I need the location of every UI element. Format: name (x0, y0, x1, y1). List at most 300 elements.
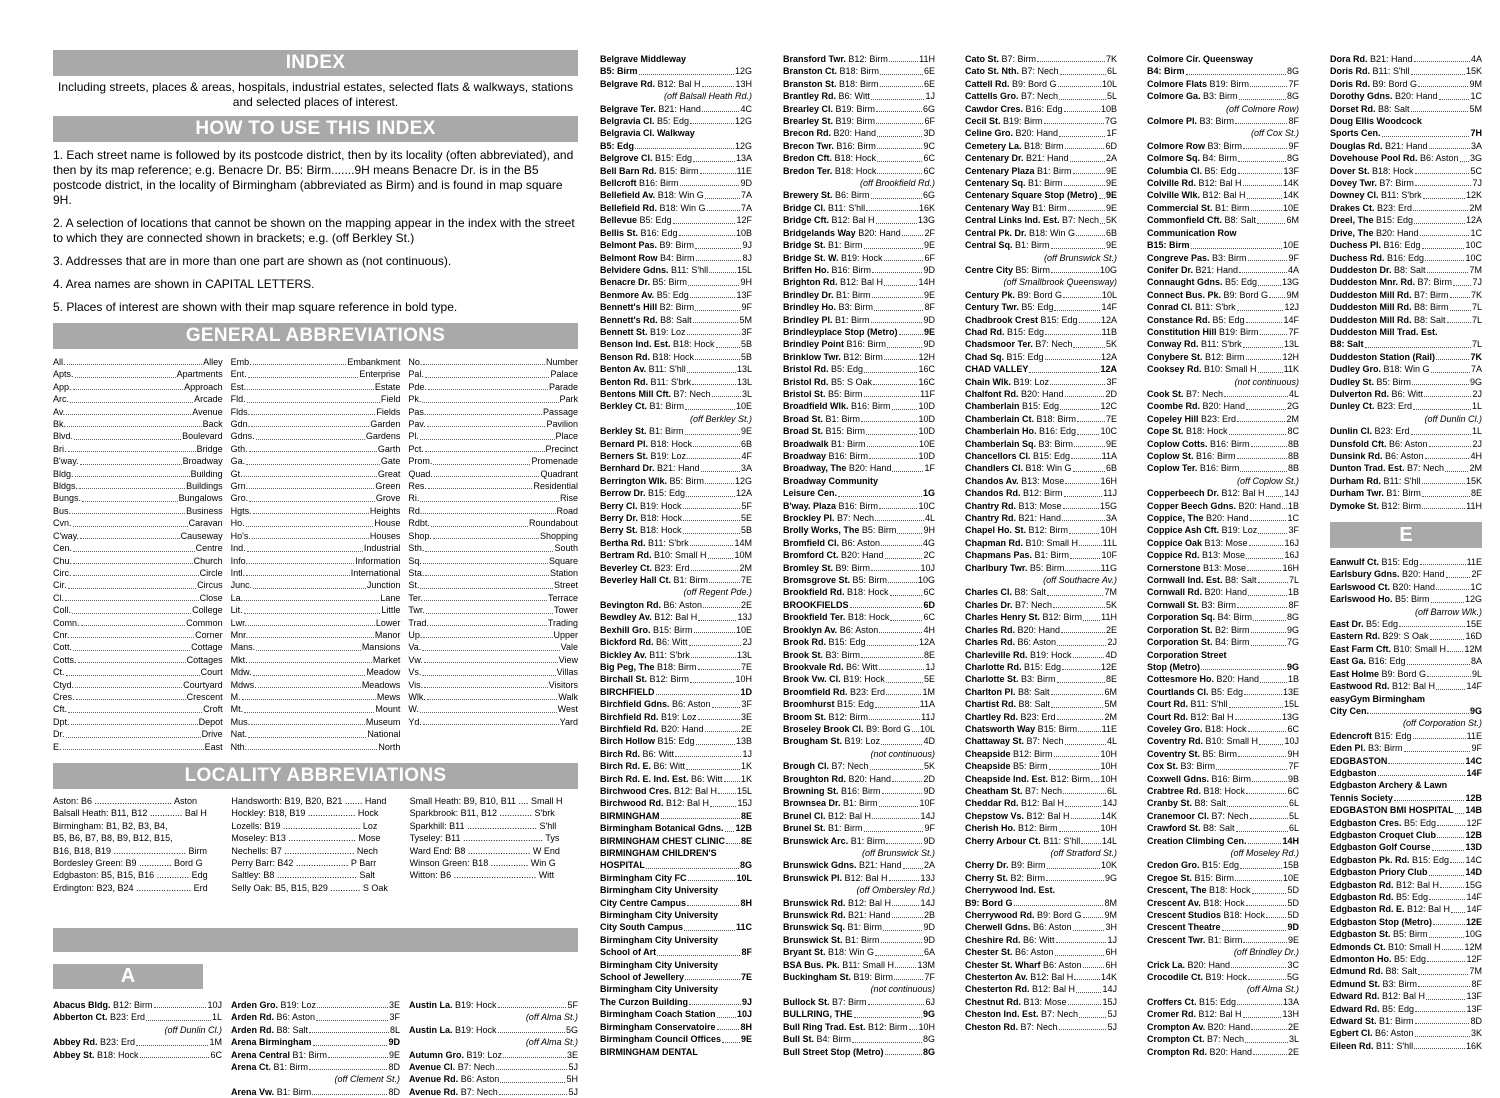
leader-dots (712, 388, 741, 397)
leader-dots (717, 1021, 740, 1030)
locality-entry: Witton: B6 ................................. Witt (409, 870, 555, 881)
leader-dots (253, 666, 366, 675)
index-entry (600, 983, 752, 995)
map-ref: 10H (1100, 761, 1117, 772)
index-entry (783, 996, 935, 1008)
index-entry (1330, 755, 1482, 767)
leader-dots (1248, 252, 1288, 261)
street-name: Berrow Dr. B15: Edg (600, 488, 686, 499)
street-name: B'way. Plaza B16: Birm (783, 500, 879, 511)
leader-dots (1062, 661, 1100, 670)
leader-dots (871, 189, 922, 198)
abbr-short: Mt. (230, 704, 244, 715)
index-entry (965, 152, 1117, 164)
abbr-full: House (374, 518, 401, 529)
map-ref: 9G (1286, 661, 1299, 672)
leader-dots (1378, 767, 1466, 776)
leader-dots (1057, 711, 1104, 720)
abbr-full: Court (200, 667, 223, 678)
index-entry (53, 1049, 222, 1061)
index-entry (1147, 425, 1299, 437)
leader-dots (1186, 65, 1286, 74)
street-name: Brindley Ho. B3: Birm (783, 302, 874, 313)
index-entry (600, 822, 752, 834)
index-entry (600, 574, 752, 586)
map-ref: 6H (1105, 959, 1117, 970)
leader-dots (1251, 636, 1286, 645)
street-name: Chamberlain Ct. B18: Birm (965, 413, 1077, 424)
index-entry (783, 400, 935, 412)
leader-dots (1436, 351, 1469, 360)
map-ref: 5M (1469, 103, 1482, 114)
leader-dots (1243, 934, 1287, 943)
leader-dots (698, 611, 736, 620)
leader-dots (1415, 1003, 1465, 1012)
abbr-full: Avenue (192, 406, 223, 417)
leader-dots (705, 189, 740, 198)
street-name: Duddeston Mill Rd. B7: Birm (1330, 289, 1449, 300)
index-entry (600, 797, 752, 809)
leader-dots (251, 418, 369, 427)
abbr-full: Little (381, 605, 401, 616)
street-name: School of Jewellery (600, 972, 685, 983)
street-name: Birchwood Cres. B12: Bal H (600, 785, 718, 796)
map-ref: 9G (1286, 624, 1299, 635)
map-ref: 7G (1104, 116, 1117, 127)
index-entry (1330, 189, 1482, 201)
map-ref: 10H (1100, 748, 1117, 759)
index-entry (1330, 891, 1482, 903)
street-name: Bellevue B5: Edg (600, 215, 672, 226)
map-ref: 1B (1287, 674, 1299, 685)
abbr-full: Residential (533, 481, 579, 492)
map-ref: 2E (1287, 1021, 1299, 1032)
street-name: Credon Gro. B15: Edg (1147, 860, 1240, 871)
index-entry (1147, 723, 1299, 735)
leader-dots (252, 530, 369, 539)
map-ref: 9J (742, 240, 752, 251)
map-ref: 2J (1107, 637, 1117, 648)
map-ref: 9D (923, 922, 935, 933)
street-name: Chantry Rd. B21: Hand (965, 513, 1062, 524)
street-name: Edgbaston St. B5: Birm (1330, 929, 1428, 940)
index-column (1330, 53, 1482, 1052)
map-ref: 12A (918, 637, 935, 648)
leader-dots (75, 468, 190, 477)
abbr-full: Road (556, 505, 579, 516)
abbr-row (53, 592, 223, 604)
leader-dots (1065, 140, 1105, 149)
abbr-full: College (192, 605, 223, 616)
leader-dots (685, 971, 740, 980)
map-ref: 8G (1286, 66, 1299, 77)
street-name: Coppice Oak B13: Mose (1147, 537, 1248, 548)
street-name: Belgravia Cl. Walkway (600, 128, 695, 139)
abbr-short: No. (408, 357, 423, 367)
index-entry (1147, 971, 1299, 983)
abbr-column (408, 356, 578, 753)
leader-dots (1447, 314, 1471, 323)
street-name: Chamberlain B15: Edg (965, 401, 1060, 412)
index-note: (off Brindley Dr.) (1233, 947, 1299, 958)
leader-dots (425, 542, 553, 551)
abbr-short: Blvd. (53, 431, 74, 442)
index-entry (783, 586, 935, 598)
index-entry (600, 934, 752, 946)
leader-dots (691, 649, 736, 658)
abbr-short: Gdns. (230, 431, 255, 442)
index-entry (965, 897, 1117, 909)
street-name: Benton Rd. B11: S'brk (600, 376, 692, 387)
leader-dots (1427, 668, 1471, 677)
index-entry (1147, 661, 1299, 673)
index-entry (1147, 872, 1299, 884)
locality-entry: Saltley: B8 ................................ Salt (231, 870, 375, 881)
index-entry (1330, 792, 1482, 804)
leader-dots (1282, 500, 1287, 509)
abbr-short: Dpt. (53, 716, 70, 727)
abbr-full: Close (199, 592, 223, 603)
index-entry (600, 562, 752, 574)
leader-dots (258, 679, 361, 688)
street-name: Bridge Cft. B12: Bal H (783, 215, 875, 226)
index-entry (965, 351, 1117, 363)
street-name: Drakes Ct. B23: Erd (1330, 202, 1413, 213)
leader-dots (1045, 351, 1100, 360)
index-entry (1330, 363, 1482, 375)
abbr-short: Up. (408, 629, 423, 640)
street-name: Dreel, The B15: Edg (1330, 215, 1414, 226)
street-name: Benson Rd. B18: Hock (600, 351, 695, 362)
leader-dots (1248, 835, 1282, 844)
index-entry (1147, 400, 1299, 412)
street-name: Edencroft B15: Edg (1330, 730, 1412, 741)
street-name: Corporation Street (1147, 649, 1227, 660)
map-ref: 10B (735, 227, 752, 238)
index-entry (965, 388, 1117, 400)
index-entry (600, 127, 752, 139)
map-ref: 13D (1465, 842, 1482, 853)
street-name: Chestnut Rd. B13: Mose (965, 996, 1067, 1007)
map-ref: 2G (1286, 401, 1299, 412)
leader-dots (698, 661, 740, 670)
index-entry (783, 524, 935, 536)
locality-column (53, 795, 221, 894)
index-entry (783, 835, 935, 847)
leader-dots (881, 934, 923, 943)
street-name: Abbey St. B18: Hock (53, 1049, 139, 1060)
leader-dots (1259, 735, 1283, 744)
abbr-full: Boulevard (182, 431, 223, 442)
abbr-column (231, 356, 401, 753)
leader-dots (1243, 140, 1287, 149)
map-ref: 3F (741, 699, 752, 710)
abbr-full: Crescent (186, 691, 223, 702)
street-name: Broadway Community (783, 475, 879, 486)
leader-dots (869, 450, 917, 459)
leader-dots (712, 698, 741, 707)
leader-dots (1054, 748, 1100, 757)
abbr-short: Mkt. (230, 654, 248, 665)
map-ref: 10H (1100, 773, 1117, 784)
leader-dots (73, 542, 195, 551)
map-ref: 10K (1100, 860, 1117, 871)
leader-dots (691, 562, 739, 571)
leader-dots (1201, 661, 1286, 670)
index-entry (965, 636, 1117, 648)
map-ref: 5B (740, 351, 752, 362)
index-entry (1330, 214, 1482, 226)
abbr-short: Mdw. (230, 667, 252, 678)
leader-dots (76, 691, 186, 700)
abbr-full: Tower (554, 605, 579, 616)
leader-dots (687, 363, 736, 372)
street-name: Dorset Rd. B8: Salt (1330, 103, 1410, 114)
leader-dots (503, 1049, 566, 1058)
leader-dots (1078, 723, 1100, 732)
street-name: Earlswood Ct. B20: Hand (1330, 581, 1436, 592)
index-entry (1330, 78, 1482, 90)
leader-dots (420, 492, 559, 501)
street-name: Bertha Rd. B11: S'brk (600, 537, 689, 548)
street-name: Coppice Rd. B13: Mose (1147, 550, 1246, 561)
leader-dots (884, 252, 924, 261)
street-name: Edgbaston Pk. Rd. B15: Edg (1330, 854, 1450, 865)
street-name: Birmingham Council Offices (600, 1034, 722, 1045)
map-ref: 7M (1469, 966, 1482, 977)
map-ref: 10G (1099, 264, 1117, 275)
index-entry (1330, 289, 1482, 301)
abbr-full: Shopping (539, 530, 579, 541)
index-entry (1330, 705, 1482, 717)
index-entry (1147, 996, 1299, 1008)
index-entry (600, 1021, 752, 1033)
street-name: Charles Dr. B7: Nech (965, 599, 1053, 610)
leader-dots (496, 1061, 568, 1070)
leader-dots (66, 728, 201, 737)
map-ref: 9D (923, 934, 935, 945)
index-entry (600, 748, 752, 760)
street-name: Colmore Flats B19: Birm (1147, 78, 1250, 89)
leader-dots (1248, 971, 1286, 980)
map-ref: 8G (739, 860, 752, 871)
leader-dots (876, 214, 917, 223)
index-entry (965, 239, 1117, 251)
leader-dots (75, 679, 182, 688)
locality-entry: Bordesley Green: B9 ............. Bord G (53, 858, 203, 869)
abbr-full: Villas (556, 667, 579, 678)
leader-dots (1425, 252, 1464, 261)
map-ref: 10H (1100, 823, 1117, 834)
leader-dots (249, 629, 374, 638)
index-entry (1330, 264, 1482, 276)
index-entry (600, 450, 752, 462)
street-name: Colmore Cir. Queensway (1147, 54, 1254, 64)
leader-dots (140, 1049, 210, 1058)
index-entry (965, 835, 1117, 847)
leader-dots (1064, 177, 1105, 186)
map-ref: 11K (1283, 364, 1299, 375)
map-ref: 9F (741, 302, 752, 313)
map-ref: 15E (1465, 619, 1482, 630)
street-name: Cook St. B7: Nech (1147, 388, 1224, 399)
leader-dots (683, 500, 741, 509)
map-ref: 2J (1472, 438, 1482, 449)
abbr-short: Ctyd. (53, 679, 75, 690)
leader-dots (1064, 487, 1103, 496)
abbr-full: Yard (559, 716, 579, 727)
leader-dots (1051, 239, 1105, 248)
abbr-full: Upper (553, 629, 579, 640)
abbr-full: Cottage (191, 642, 223, 653)
map-ref: 15G (1464, 879, 1482, 890)
street-name: Edgbaston Croquet Club (1330, 829, 1436, 840)
street-name: Crabtree Rd. B18: Hock (1147, 785, 1246, 796)
street-name: Bridgelands Way B20: Hand (783, 227, 901, 238)
index-entry (965, 78, 1117, 90)
street-name: Celine Gro. B20: Hand (965, 128, 1059, 139)
leader-dots (249, 555, 354, 564)
street-name: Austin La. B19: Hock (409, 1000, 497, 1010)
index-entry (783, 574, 935, 586)
index-entry (1147, 921, 1299, 933)
map-ref: 1K (740, 761, 752, 772)
map-ref: 8F (924, 302, 935, 313)
index-entry (1147, 351, 1299, 363)
index-entry (1147, 177, 1299, 189)
map-ref: 8E (1470, 488, 1482, 499)
index-entry (965, 698, 1117, 710)
index-entry (965, 189, 1117, 201)
abbr-short: Cott. (53, 642, 73, 653)
street-name: Colmore Ga. B3: Birm (1147, 91, 1238, 102)
street-name: Leisure Cen. (783, 488, 838, 499)
abbr-row (231, 406, 401, 418)
index-entry (600, 115, 752, 127)
street-name: Bennett's Rd. B8: Salt (600, 314, 692, 325)
leader-dots (1065, 388, 1105, 397)
leader-dots (1073, 921, 1105, 930)
abbr-full: Number (546, 357, 579, 367)
street-name: Cottesmore Ho. B20: Hand (1147, 674, 1260, 685)
index-note: (off Alma St.) (525, 1037, 578, 1048)
map-ref: 11H (1466, 500, 1482, 511)
map-ref: 10L (1101, 78, 1117, 89)
street-name: BIRMINGHAM DENTAL (600, 1046, 698, 1057)
leader-dots (852, 1033, 922, 1042)
map-ref: 2E (1105, 624, 1117, 635)
abbr-short: Grn. (230, 481, 249, 492)
leader-dots (309, 1061, 387, 1070)
abbr-row (53, 430, 223, 442)
map-ref: 5D (1287, 885, 1299, 896)
leader-dots (861, 413, 917, 422)
leader-dots (1418, 78, 1468, 87)
abbr-short: Mus. (230, 716, 251, 727)
leader-dots (879, 500, 917, 509)
street-name: Broadway, The B20: Hand (783, 463, 892, 474)
map-ref: 6G (922, 190, 935, 201)
map-ref: 14L (1101, 835, 1117, 846)
map-ref: 2C (923, 550, 935, 561)
map-ref: 13L (736, 376, 752, 387)
map-ref: 10J (920, 562, 935, 573)
index-entry (1147, 909, 1299, 921)
abbr-short: Bk. (53, 419, 67, 430)
index-entry (1330, 165, 1482, 177)
abbr-full: Garden (370, 419, 401, 430)
index-entry (783, 773, 935, 785)
abbr-full: Pavilion (546, 419, 579, 430)
index-entry (965, 686, 1117, 698)
leader-dots (710, 797, 736, 806)
index-entry (783, 859, 935, 871)
leader-dots (879, 661, 925, 670)
abbr-full: Quadrant (540, 468, 579, 479)
street-name: BIRMINGHAM CHILDREN'S (600, 848, 717, 858)
leader-dots (253, 505, 369, 514)
leader-dots (1436, 680, 1465, 689)
map-ref: 7K (1470, 289, 1482, 300)
map-ref: 13J (737, 612, 752, 623)
street-name: Brough Cl. B7: Nech (783, 761, 869, 772)
map-ref: 9G (1104, 872, 1117, 883)
index-note: (off Barrow Wlk.) (1414, 606, 1482, 617)
leader-dots (1079, 314, 1100, 323)
leader-dots (1235, 711, 1281, 720)
leader-dots (881, 735, 922, 744)
street-name: Edgbaston Archery & Lawn (1330, 780, 1448, 791)
abbr-full: Roundabout (528, 518, 579, 529)
leader-dots (1260, 326, 1288, 335)
street-name: Brantley Rd. B6: Witt (783, 91, 871, 102)
index-entry (1330, 227, 1482, 239)
map-ref: 9J (741, 996, 752, 1007)
map-ref: 4L (1106, 736, 1117, 747)
map-ref: 7F (1288, 78, 1299, 89)
street-name: Dunsfold Cft. B6: Aston (1330, 438, 1428, 449)
street-name: Edmund Rd. B8: Salt (1330, 966, 1418, 977)
map-ref: 1J (742, 748, 752, 759)
index-entry (600, 698, 752, 710)
street-name: Chatsworth Way B15: Birm (965, 723, 1078, 734)
abbr-short: Ho. (230, 518, 245, 529)
street-name: Durham Twr. B1: Birm (1330, 488, 1421, 499)
map-ref: 1L (1471, 426, 1482, 437)
index-note: (off Brunswick St.) (861, 848, 935, 858)
street-name: Sports Cen. (1330, 128, 1381, 139)
abbr-row (408, 641, 578, 653)
index-entry (1330, 103, 1482, 115)
map-ref: 7E (740, 575, 752, 586)
index-entry (1330, 1040, 1482, 1052)
abbr-full: South (554, 543, 579, 554)
street-name: Big Peg, The B18: Birm (600, 661, 697, 672)
abbr-short: Hgts. (230, 505, 252, 516)
leader-dots (1076, 983, 1101, 992)
map-ref: 5J (568, 1062, 578, 1073)
abbr-row (408, 356, 578, 368)
street-name: Brookvale Rd. B6: Witt (783, 661, 878, 672)
abbr-short: Yd. (408, 716, 422, 727)
street-name: B5: Edg (600, 140, 635, 151)
leader-dots (690, 289, 736, 298)
abbr-row (231, 629, 401, 641)
index-entry (600, 611, 752, 623)
abbr-short: Bldg. (53, 468, 74, 479)
map-ref: 12H (918, 351, 935, 362)
street-name: Broomfield Rd. B23: Erd (783, 686, 886, 697)
